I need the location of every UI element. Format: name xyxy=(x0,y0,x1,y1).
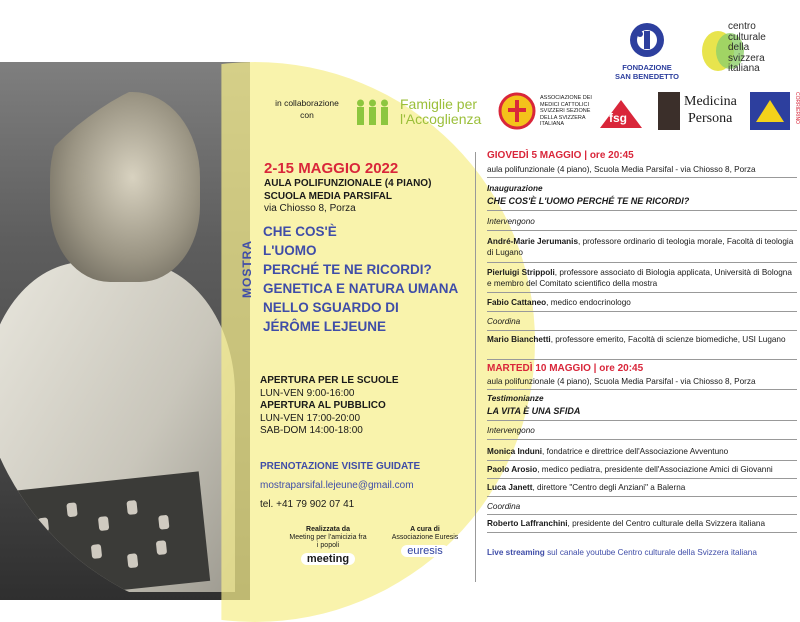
event2-title: LA VITA È UNA SFIDA xyxy=(487,406,581,416)
divider xyxy=(487,311,797,312)
hours-schools-label: APERTURA PER LE SCUOLE xyxy=(260,375,399,386)
speaker-desc: , presidente del Centro culturale della Svizzera italiana xyxy=(567,519,766,528)
medicina-persona-logo xyxy=(658,92,742,130)
event1-kind: Inaugurazione xyxy=(487,184,543,193)
venue-line2: SCUOLA MEDIA PARSIFAL xyxy=(264,190,392,202)
divider xyxy=(487,230,797,231)
chromosome-board xyxy=(0,471,210,602)
top-white-band xyxy=(0,0,250,62)
fondazione-logo xyxy=(612,22,682,81)
title-line6: JÉRÔME LEJEUNE xyxy=(263,319,387,334)
fondazione-top: FONDAZIONE xyxy=(622,63,672,72)
event1-speakers-label: Intervengono xyxy=(487,217,535,226)
divider xyxy=(487,532,797,533)
speaker-name: Pierluigi Strippoli xyxy=(487,268,555,277)
speaker-desc: , professore ordinario di teologia morale, Facoltà di teologia di Lugano xyxy=(487,237,794,257)
persona-text: Persona xyxy=(688,111,733,126)
centro-line2: culturale xyxy=(728,31,766,43)
speaker-desc: , medico endocrinologo xyxy=(546,298,631,307)
mostra-vertical-label: MOSTRA xyxy=(240,240,254,298)
event2-venue: aula polifunzionale (4 piano), Scuola Media Parsifal - via Chiosso 8, Porza xyxy=(487,377,756,386)
event1-header: GIOVEDÌ 5 MAGGIO | ore 20:45 xyxy=(487,150,634,161)
event2-speaker2 xyxy=(487,464,797,475)
divider xyxy=(487,262,797,263)
event2-coord-label: Coordina xyxy=(487,502,521,511)
corrierino-emblem-icon xyxy=(750,92,790,130)
hours-public-weekend: SAB-DOM 14:00-18:00 xyxy=(260,425,363,436)
divider xyxy=(487,389,797,390)
column-divider xyxy=(475,152,476,582)
centro-line4: svizzera xyxy=(728,52,765,64)
speaker-name: Paolo Arosio xyxy=(487,465,538,474)
centro-line1: centro xyxy=(728,21,756,32)
divider xyxy=(487,478,797,479)
event2-coordinator xyxy=(487,518,797,529)
centro-line3: della xyxy=(728,42,750,53)
medicina-text: Medicina xyxy=(684,94,737,109)
event1-title: CHE COS'È L'UOMO PERCHÉ TE NE RICORDI? xyxy=(487,196,690,206)
speaker-name: Roberto Laffranchini xyxy=(487,519,568,528)
speaker-desc: , direttore "Centro degli Anziani" a Balerna xyxy=(532,483,686,492)
euresis-org-label: Associazione Euresis xyxy=(391,534,459,541)
venue-line3: via Chiosso 8, Porza xyxy=(264,203,356,214)
corrierino-text: CORRIERINO xyxy=(794,92,800,124)
speaker-desc: , fondatrice e direttrice dell'Associazione Avventuno xyxy=(542,447,729,456)
event2-kind: Testimonianze xyxy=(487,394,544,403)
famiglie-line1: Famiglie per xyxy=(400,96,478,112)
speaker-desc: , professore emerito, Facoltà di scienze biomediche, USI Lugano xyxy=(550,335,786,344)
collab-label xyxy=(272,97,342,121)
realizzata-credit xyxy=(288,526,368,565)
title-line4: GENETICA E NATURA UMANA xyxy=(263,281,459,296)
speaker-name: André-Marie Jerumanis xyxy=(487,237,579,246)
famiglie-logo xyxy=(400,97,481,127)
green-figures-icon xyxy=(355,97,391,127)
meeting-logo: meeting xyxy=(301,553,355,565)
title-line5: NELLO SGUARDO DI xyxy=(263,300,399,315)
cura-credit xyxy=(385,526,465,557)
event1-coordinator xyxy=(487,334,797,345)
booking-info xyxy=(260,460,420,511)
speaker-name: Mario Bianchetti xyxy=(487,335,551,344)
euresis-logo: euresis xyxy=(401,545,448,557)
hours-public-weekday: LUN-VEN 17:00-20:00 xyxy=(260,412,361,424)
divider xyxy=(487,420,797,421)
live-streaming-link[interactable] xyxy=(487,547,797,558)
divider xyxy=(487,330,797,331)
title-line2: L'UOMO xyxy=(263,243,317,258)
cura-label: A cura di xyxy=(410,526,440,533)
divider xyxy=(487,359,797,360)
title-line1: CHE COS'È xyxy=(263,224,337,239)
event2-header: MARTEDÌ 10 MAGGIO | ore 20:45 xyxy=(487,363,644,374)
corrierino-logo xyxy=(750,92,790,130)
event2-date: MARTEDÌ 10 MAGGIO xyxy=(487,363,591,374)
centro-line5: italiana xyxy=(728,63,760,74)
event1-venue: aula polifunzionale (4 piano), Scuola Media Parsifal - via Chiosso 8, Porza xyxy=(487,165,756,174)
divider xyxy=(487,177,797,178)
event2-speakers-label: Intervengono xyxy=(487,426,535,435)
event2-speaker3 xyxy=(487,482,797,493)
event1-time: ore 20:45 xyxy=(589,150,634,161)
title-line3: PERCHÉ TE NE RICORDI? xyxy=(263,262,432,277)
booking-email-link[interactable]: mostraparsifal.lejeune@gmail.com xyxy=(260,480,414,491)
event2-time: ore 20:45 xyxy=(599,363,644,374)
event2-speaker1 xyxy=(487,446,797,457)
collab-line2: con xyxy=(300,110,314,120)
divider xyxy=(487,460,797,461)
amcsi-emblem-icon xyxy=(498,92,536,130)
cl-green-logo xyxy=(355,97,391,132)
meeting-org-label: Meeting per l'amicizia fra i popoli xyxy=(289,534,367,549)
live-streaming-label: Live streaming xyxy=(487,548,545,557)
event1-coord-label: Coordina xyxy=(487,317,521,326)
divider xyxy=(487,439,797,440)
speaker-name: Monica Induni xyxy=(487,447,543,456)
event1-speaker3 xyxy=(487,297,797,308)
live-streaming-desc: sul canale youtube Centro culturale della Svizzera italiana xyxy=(544,548,757,557)
speaker-desc: , professore associato di Biologia applicata, Università di Bologna e membro del Comitato scientifico della mostra xyxy=(487,268,792,288)
divider xyxy=(487,514,797,515)
exhibit-venue xyxy=(264,178,431,216)
fsg-text: fsg xyxy=(609,111,627,125)
realizzata-label: Realizzata da xyxy=(306,526,350,533)
hours-schools: LUN-VEN 9:00-16:00 xyxy=(260,387,355,399)
portrait-head xyxy=(50,92,200,282)
event1-speaker1 xyxy=(487,236,797,258)
amcsi-text: ASSOCIAZIONE DEI MEDICI CATTOLICI SVIZZERI SEZIONE DELLA SVIZZERA ITALIANA xyxy=(540,95,592,127)
event1-speaker2 xyxy=(487,267,797,289)
collab-line1: in collaborazione xyxy=(275,98,339,108)
speaker-name: Fabio Cattaneo xyxy=(487,298,547,307)
fsg-logo xyxy=(598,98,644,135)
hours-public-label: APERTURA AL PUBBLICO xyxy=(260,400,386,411)
opening-hours xyxy=(260,375,399,438)
exhibit-title xyxy=(263,222,483,336)
speaker-desc: , medico pediatra, presidente dell'Associazione Amici di Giovanni xyxy=(537,465,773,474)
amcsi-logo xyxy=(498,92,536,135)
medicina-portrait-icon xyxy=(658,92,680,130)
famiglie-line2: l'Accoglienza xyxy=(400,111,482,127)
event1-date: GIOVEDÌ 5 MAGGIO xyxy=(487,150,582,161)
booking-heading: PRENOTAZIONE VISITE GUIDATE xyxy=(260,461,421,472)
divider xyxy=(487,496,797,497)
exhibit-dates: 2-15 MAGGIO 2022 xyxy=(264,160,399,177)
divider xyxy=(487,292,797,293)
venue-line1: AULA POLIFUNZIONALE (4 PIANO) xyxy=(264,178,432,189)
speaker-name: Luca Janett xyxy=(487,483,533,492)
fondazione-bottom: SAN BENEDETTO xyxy=(614,72,680,81)
booking-phone: tel. +41 79 902 07 41 xyxy=(260,499,355,510)
divider xyxy=(487,210,797,211)
fondazione-emblem-icon xyxy=(629,22,665,58)
